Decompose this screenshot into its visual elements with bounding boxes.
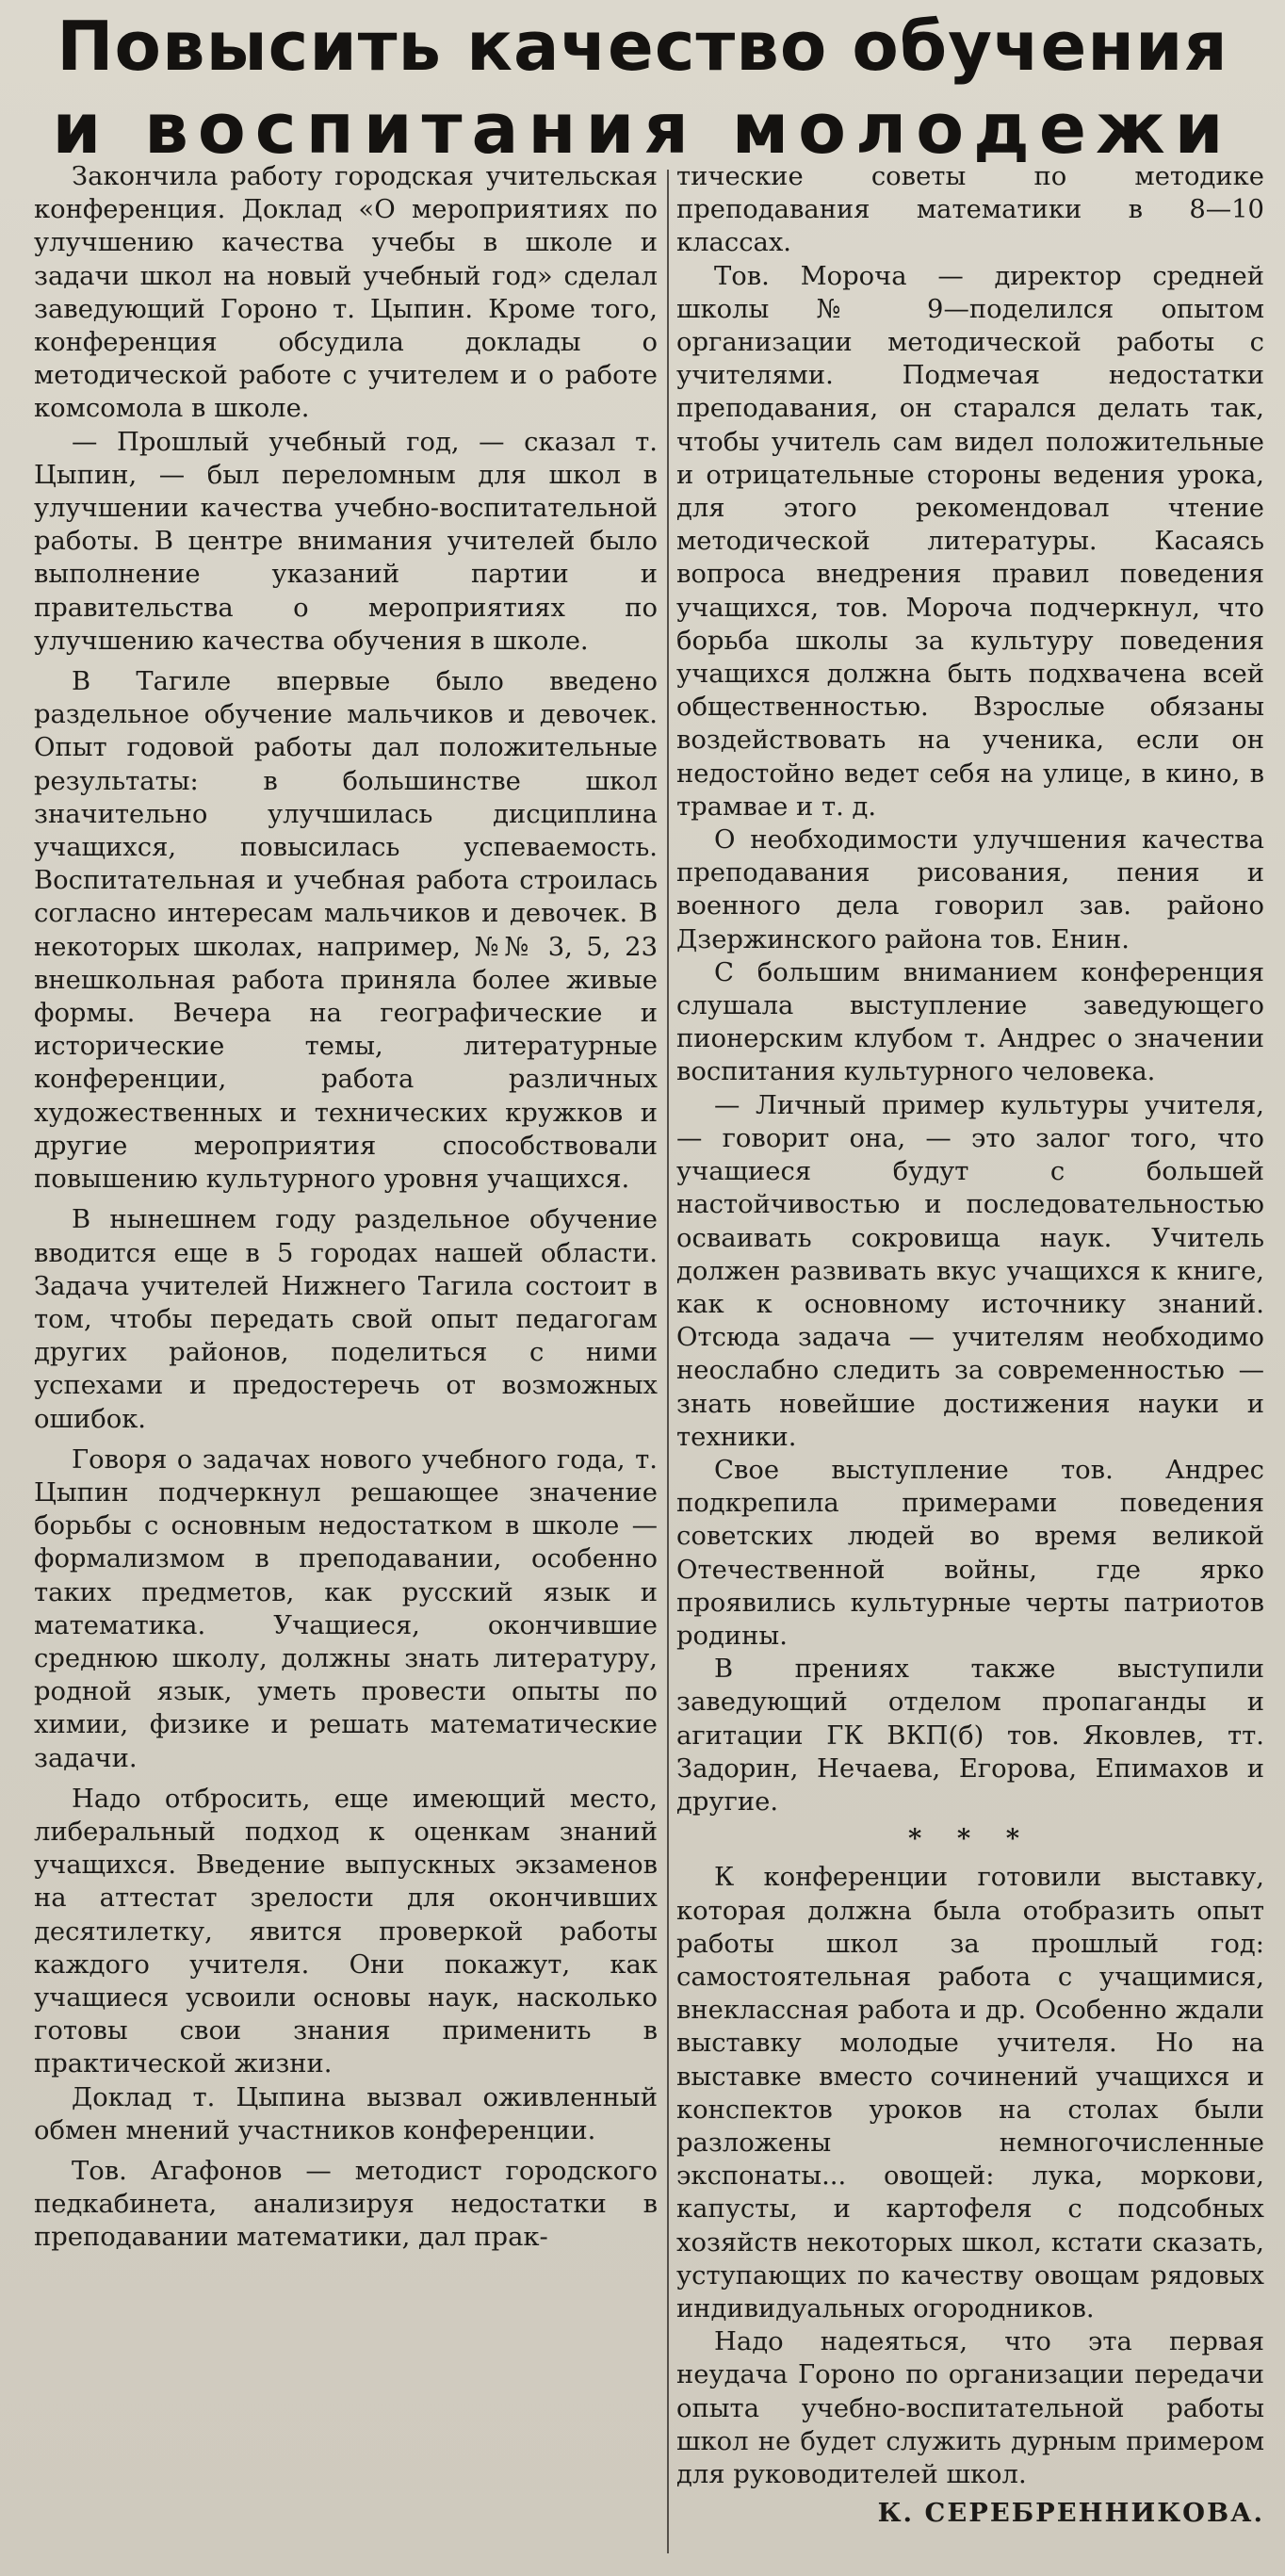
article-column-right <box>676 160 1264 2530</box>
paragraph: В Тагиле впервые было введено раздельное обучение мальчиков и девочек. Опыт годовой работы дал положительные результаты: в большинстве школ значительно улучшилась дисциплина учащихся, повысилась успеваемость. Воспитательная и учебная работа строилась согласно интересам мальчиков и девочек. В некоторых школах, например, №№ 3, 5, 23 внешкольная работа приняла более живые формы. Вечера на географические и исторические темы, литературные конференции, работа различных художественных и технических кружков и другие мероприятия способствовали повышению культурного уровня учащихся. <box>34 667 658 1195</box>
author-signature: К. СЕРЕБРЕННИКОВА. <box>877 2498 1264 2529</box>
paragraph: — Личный пример культуры учителя, — говорит она, — это залог того, что учащиеся будут с большей настойчивостью и последовательностью осваивать сокровища наук. Учитель должен развивать вкус учащихся к книге, как к основному источнику знаний. Отсюда задача — учителям необходимо неослабно следить за современностью — знать новейшие достижения науки и техники. <box>676 1090 1264 1452</box>
paragraph: Говоря о задачах нового учебного года, т. Цыпин подчеркнул решающее значение борьбы с основным недостатком в школе — формализмом в преподавании, особенно таких предметов, как русский язык и математика. Учащиеся, окончившие среднюю школу, должны знать литературу, родной язык, уметь провести опыты по химии, физике и решать математические задачи. <box>34 1444 658 1773</box>
headline <box>0 6 1285 171</box>
paragraph: О необходимости улучшения качества преподавания рисования, пения и военного дела говорил зав. районо Дзержинского района тов. Енин. <box>676 825 1264 954</box>
paragraph: Закончила работу городская учительская конференция. Доклад «О мероприятиях по улучшению качества учебы в школе и задачи школ на новый учебный год» сделал заведующий Гороно т. Цыпин. Кроме того, конференция обсудила доклады о методической работе с учителем и о работе комсомола в школе. <box>34 162 658 424</box>
paragraph: В нынешнем году раздельное обучение вводится еще в 5 городах нашей области. Задача учителей Нижнего Тагила состоит в том, чтобы передать свой опыт педагогам других районов, поделиться с ними успехами и предостеречь от возможных ошибок. <box>34 1205 658 1434</box>
paragraph: Тов. Мороча — директор средней школы № 9—поделился опытом организации методической работы с учителями. Подмечая недостатки преподавания, он старался делать так, чтобы учитель сам видел положительные и отрицательные стороны ведения урока, для этого рекомендовал чтение методической литературы. Касаясь вопроса внедрения правил поведения учащихся, тов. Мороча подчеркнул, что борьба школы за культуру поведения учащихся должна быть подхвачена всей общественностью. Взрослые обязаны воздействовать на ученика, если он недостойно ведет себя на улице, в кино, в трамвае и т. д. <box>676 261 1264 822</box>
headline-line-1: Повысить качество обучения <box>57 7 1228 86</box>
section-separator: * * * <box>907 1823 1033 1854</box>
paragraph: Надо надеяться, что эта первая неудача Гороно по организации передачи опыта учебно-воспитательной работы школ не будет служить дурным примером для руководителей школ. <box>676 2327 1264 2490</box>
article-column-left <box>34 160 658 2255</box>
headline-line-2: и воспитания молодежи <box>52 89 1233 170</box>
paragraph: К конференции готовили выставку, которая должна была отобразить опыт работы школ за прошлый год: самостоятельная работа с учащимися, внеклассная работа и др. Особенно ждали выставку молодые учителя. Но на выставке вместо сочинений учащихся и конспектов уроков на столах были разложены немногочисленные экспонаты... овощей: лука, моркови, капусты, и картофеля с подсобных хозяйств некоторых школ, кстати сказать, уступающих по качеству овощам рядовых индивидуальных огородников. <box>676 1863 1264 2323</box>
paragraph: Тов. Агафонов — методист городского педкабинета, анализируя недостатки в преподавании математики, дал прак- <box>34 2156 658 2253</box>
paragraph: С большим вниманием конференция слушала выступление заведующего пионерским клубом т. Андрес о значении воспитания культурного человека. <box>676 957 1264 1087</box>
paragraph: Надо отбросить, еще имеющий место, либеральный подход к оценкам знаний учащихся. Введение выпускных экзаменов на аттестат зрелости для окончивших десятилетку, явится проверкой работы каждого учителя. Они покажут, как учащиеся усвоили основы наук, насколько готовы свои знания применить в практической жизни. <box>34 1784 658 2079</box>
paragraph-continuation: тические советы по методике преподавания математики в 8—10 классах. <box>676 162 1264 258</box>
paragraph: Доклад т. Цыпина вызвал оживленный обмен мнений участников конференции. <box>34 2082 658 2145</box>
paragraph: Свое выступление тов. Андрес подкрепила примерами поведения советских людей во время великой Отечественной войны, где ярко проявились культурные черты патриотов родины. <box>676 1455 1264 1651</box>
paragraph: В прениях также выступили заведующий отделом пропаганды и агитации ГК ВКП(б) тов. Яковлев, тт. Задорин, Нечаева, Егорова, Епимахов и другие. <box>676 1655 1264 1817</box>
column-divider <box>667 170 669 2553</box>
paragraph: — Прошлый учебный год, — сказал т. Цыпин, — был переломным для школ в улучшении качества учебно-воспитательной работы. В центре внимания учителей было выполнение указаний партии и правительства о мероприятиях по улучшению качества обучения в школе. <box>34 427 658 656</box>
